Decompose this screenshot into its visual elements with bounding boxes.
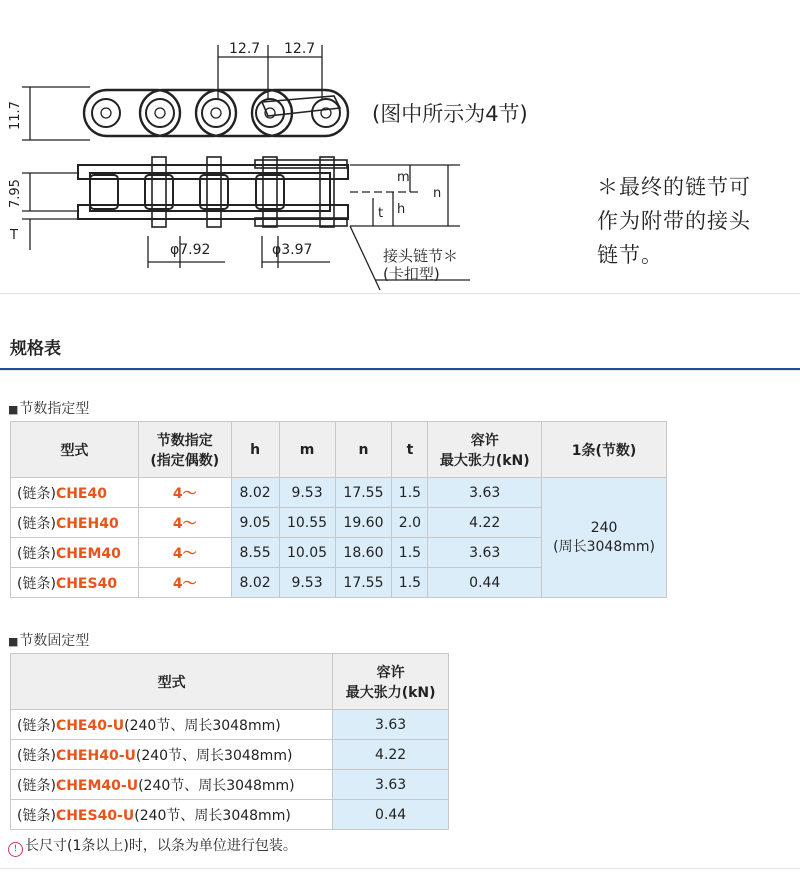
tension-cell: 3.63 — [428, 478, 542, 508]
t-cell: 1.5 — [392, 538, 428, 568]
n-cell: 17.55 — [335, 478, 392, 508]
t-cell: 1.5 — [392, 568, 428, 598]
model-cell — [11, 538, 139, 568]
t-dimension: T — [10, 228, 18, 243]
model-suffix: (240节、周长3048mm) — [135, 747, 293, 764]
pitch-cell — [138, 538, 231, 568]
n-cell: 17.55 — [335, 568, 392, 598]
pitch-dimension-2: 12.7 — [284, 41, 316, 57]
model-prefix: (链条) — [17, 717, 56, 734]
header-pitch-spec-line1: 节数指定 — [156, 432, 213, 449]
header-n: n — [335, 422, 392, 478]
divider — [0, 293, 800, 294]
per-strand-cell — [542, 478, 667, 598]
m-cell: 9.53 — [279, 568, 335, 598]
chain-diagram — [0, 0, 800, 300]
model-cell — [11, 740, 333, 770]
footnote-text: 长尺寸(1条以上)时，以条为单位进行包装。 — [25, 838, 297, 854]
per-strand-value: 240 — [590, 519, 618, 536]
roller-diameter: φ7.92 — [170, 242, 211, 258]
model-prefix: (链条) — [17, 485, 56, 502]
model-code[interactable]: CHE40-U — [55, 717, 125, 734]
h-dimension: h — [397, 202, 406, 217]
spec-table-fixed — [10, 653, 449, 830]
pitch-value: 4～ — [172, 575, 197, 592]
packaging-footnote — [8, 835, 297, 857]
pitch-dimension-1: 12.7 — [229, 41, 261, 57]
model-code[interactable]: CHE40 — [55, 485, 107, 502]
table2-subtitle — [8, 630, 89, 650]
header-tension-line2: 最大张力(kN) — [345, 684, 436, 701]
model-suffix: (240节、周长3048mm) — [138, 777, 295, 794]
h-cell: 8.55 — [231, 538, 279, 568]
model-cell — [11, 508, 139, 538]
table-row — [11, 478, 667, 508]
tension-cell: 3.63 — [333, 770, 449, 800]
header-t: t — [392, 422, 428, 478]
header-pitch-spec — [138, 422, 231, 478]
model-suffix: (240节、周长3048mm) — [134, 807, 291, 824]
t-cell: 1.5 — [392, 478, 428, 508]
model-code[interactable]: CHES40 — [55, 575, 118, 592]
tension-cell: 0.44 — [333, 800, 449, 830]
header-h: h — [231, 422, 279, 478]
tension-cell: 3.63 — [333, 710, 449, 740]
header-tension-line2: 最大张力(kN) — [439, 452, 530, 469]
model-prefix: (链条) — [17, 747, 56, 764]
model-code[interactable]: CHEM40 — [55, 545, 121, 562]
model-cell — [11, 478, 139, 508]
model-cell — [11, 568, 139, 598]
header-tension-line1: 容许 — [470, 432, 499, 449]
tension-cell: 3.63 — [428, 538, 542, 568]
table2-subtitle-text: 节数固定型 — [19, 633, 90, 649]
table-row — [11, 800, 449, 830]
table-row — [11, 710, 449, 740]
pitch-count-caption: (图中所示为4节) — [372, 102, 528, 126]
tension-cell: 4.22 — [333, 740, 449, 770]
spec-table-variable — [10, 421, 667, 598]
t-cell: 2.0 — [392, 508, 428, 538]
h-cell: 8.02 — [231, 478, 279, 508]
model-prefix: (链条) — [17, 545, 56, 562]
pin-diameter: φ3.97 — [272, 242, 313, 258]
n-cell: 19.60 — [335, 508, 392, 538]
joint-link-sublabel: (卡扣型) — [383, 265, 440, 283]
header-tension — [333, 654, 449, 710]
model-code[interactable]: CHES40-U — [55, 807, 135, 824]
header-tension-line1: 容许 — [376, 664, 405, 681]
table-header-row — [11, 654, 449, 710]
m-cell: 10.05 — [279, 538, 335, 568]
table-header-row — [11, 422, 667, 478]
model-suffix: (240节、周长3048mm) — [124, 717, 281, 734]
joint-note — [597, 170, 751, 272]
n-cell: 18.60 — [335, 538, 392, 568]
section-title: 规格表 — [10, 339, 61, 359]
info-icon: ! — [8, 842, 23, 857]
joint-note-line: 链节。 — [597, 243, 663, 267]
pitch-cell — [138, 478, 231, 508]
table1-subtitle — [8, 398, 89, 418]
per-strand-length: (周长3048mm) — [553, 538, 655, 555]
tension-cell: 0.44 — [428, 568, 542, 598]
model-prefix: (链条) — [17, 515, 56, 532]
square-bullet-icon: ■ — [8, 635, 19, 648]
table1-subtitle-text: 节数指定型 — [19, 401, 90, 417]
model-prefix: (链条) — [17, 575, 56, 592]
joint-link-label: 接头链节＊ — [383, 247, 459, 265]
header-m: m — [279, 422, 335, 478]
width-dimension: 7.95 — [8, 179, 23, 208]
divider — [0, 868, 800, 869]
header-model: 型式 — [11, 654, 333, 710]
pitch-value: 4～ — [172, 545, 197, 562]
h-cell: 8.02 — [231, 568, 279, 598]
model-prefix: (链条) — [17, 807, 56, 824]
model-code[interactable]: CHEM40-U — [55, 777, 139, 794]
joint-note-line: ＊最终的链节可 — [597, 175, 751, 199]
section-rule-shadow — [0, 370, 800, 371]
h-cell: 9.05 — [231, 508, 279, 538]
pitch-cell — [138, 508, 231, 538]
pitch-cell — [138, 568, 231, 598]
model-cell — [11, 770, 333, 800]
pitch-value: 4～ — [172, 515, 197, 532]
model-cell — [11, 800, 333, 830]
header-per-strand: 1条(节数) — [542, 422, 667, 478]
square-bullet-icon: ■ — [8, 403, 19, 416]
tension-cell: 4.22 — [428, 508, 542, 538]
model-code[interactable]: CHEH40-U — [55, 747, 136, 764]
table-row — [11, 740, 449, 770]
t-sub-dimension: t — [378, 206, 384, 221]
m-dimension: m — [397, 170, 410, 185]
height-dimension: 11.7 — [8, 101, 23, 130]
header-pitch-spec-line2: (指定偶数) — [150, 452, 220, 469]
model-cell — [11, 710, 333, 740]
model-code[interactable]: CHEH40 — [55, 515, 119, 532]
m-cell: 9.53 — [279, 478, 335, 508]
m-cell: 10.55 — [279, 508, 335, 538]
model-prefix: (链条) — [17, 777, 56, 794]
table-row — [11, 770, 449, 800]
header-tension — [428, 422, 542, 478]
header-model: 型式 — [11, 422, 139, 478]
pitch-value: 4～ — [172, 485, 197, 502]
n-dimension: n — [433, 186, 442, 201]
joint-note-line: 作为附带的接头 — [597, 209, 751, 233]
